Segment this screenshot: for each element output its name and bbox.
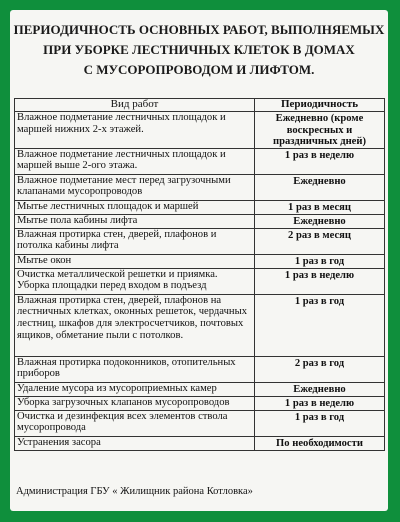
period-cell: 1 раз в год bbox=[255, 254, 385, 268]
period-cell: 1 раз в неделю bbox=[255, 148, 385, 174]
period-cell: 1 раз в год bbox=[255, 410, 385, 436]
work-cell: Очистка и дезинфекция всех элементов ствола мусоропровода bbox=[15, 410, 255, 436]
table-row bbox=[15, 268, 385, 294]
work-cell: Мытье лестничных площадок и маршей bbox=[15, 200, 255, 214]
period-cell: 1 раз в неделю bbox=[255, 268, 385, 294]
table-row bbox=[15, 200, 385, 214]
work-cell: Влажное подметание мест перед загрузочными клапанами мусоропроводов bbox=[15, 174, 255, 200]
table-row bbox=[15, 254, 385, 268]
period-cell: Ежедневно bbox=[255, 214, 385, 228]
header-periodicity: Периодичность bbox=[255, 99, 385, 112]
period-cell: Ежедневно bbox=[255, 382, 385, 396]
footer-signature: Администрация ГБУ « Жилищник района Котловка» bbox=[16, 486, 253, 497]
page-title bbox=[10, 20, 388, 80]
table-row bbox=[15, 436, 385, 450]
table-row bbox=[15, 228, 385, 254]
title-line-2: ПРИ УБОРКЕ ЛЕСТНИЧНЫХ КЛЕТОК В ДОМАХ bbox=[43, 42, 355, 57]
table-row bbox=[15, 410, 385, 436]
table-row bbox=[15, 148, 385, 174]
work-cell: Уборка загрузочных клапанов мусоропроводов bbox=[15, 396, 255, 410]
period-cell: 1 раз в неделю bbox=[255, 396, 385, 410]
work-cell: Влажная протирка стен, дверей, плафонов на лестничных клетках, оконных решеток, чердачных лестниц, шкафов для электросчетчиков, почтовых ящиков, обметание пыли с потолков. bbox=[15, 294, 255, 356]
work-cell: Влажное подметание лестничных площадок и маршей нижних 2-х этажей. bbox=[15, 112, 255, 149]
work-cell: Устранения засора bbox=[15, 436, 255, 450]
period-cell: Ежедневно (кроме воскресных и праздничных дней) bbox=[255, 112, 385, 149]
title-line-3: С МУСОРОПРОВОДОМ И ЛИФТОМ. bbox=[83, 62, 315, 77]
table-row bbox=[15, 382, 385, 396]
table-row bbox=[15, 294, 385, 356]
notice-sheet bbox=[10, 10, 388, 511]
work-cell: Мытье пола кабины лифта bbox=[15, 214, 255, 228]
period-cell: Ежедневно bbox=[255, 174, 385, 200]
period-cell: 2 раз в год bbox=[255, 356, 385, 382]
work-cell: Удаление мусора из мусороприемных камер bbox=[15, 382, 255, 396]
period-cell: По необходимости bbox=[255, 436, 385, 450]
table-header-row bbox=[15, 99, 385, 112]
work-cell: Влажная протирка подоконников, отопительных приборов bbox=[15, 356, 255, 382]
table-row bbox=[15, 356, 385, 382]
period-cell: 2 раз в месяц bbox=[255, 228, 385, 254]
table-row bbox=[15, 112, 385, 149]
table-row bbox=[15, 174, 385, 200]
schedule-table bbox=[14, 98, 385, 451]
header-work-type: Вид работ bbox=[15, 99, 255, 112]
title-line-1: ПЕРИОДИЧНОСТЬ ОСНОВНЫХ РАБОТ, ВЫПОЛНЯЕМЫХ bbox=[13, 22, 385, 37]
work-cell: Влажная протирка стен, дверей, плафонов и потолка кабины лифта bbox=[15, 228, 255, 254]
work-cell: Влажное подметание лестничных площадок и маршей выше 2-ого этажа. bbox=[15, 148, 255, 174]
table-row bbox=[15, 396, 385, 410]
work-cell: Мытье окон bbox=[15, 254, 255, 268]
period-cell: 1 раз в месяц bbox=[255, 200, 385, 214]
work-cell: Очистка металлической решетки и приямка. Уборка площадки перед входом в подъезд bbox=[15, 268, 255, 294]
period-cell: 1 раз в год bbox=[255, 294, 385, 356]
table-row bbox=[15, 214, 385, 228]
